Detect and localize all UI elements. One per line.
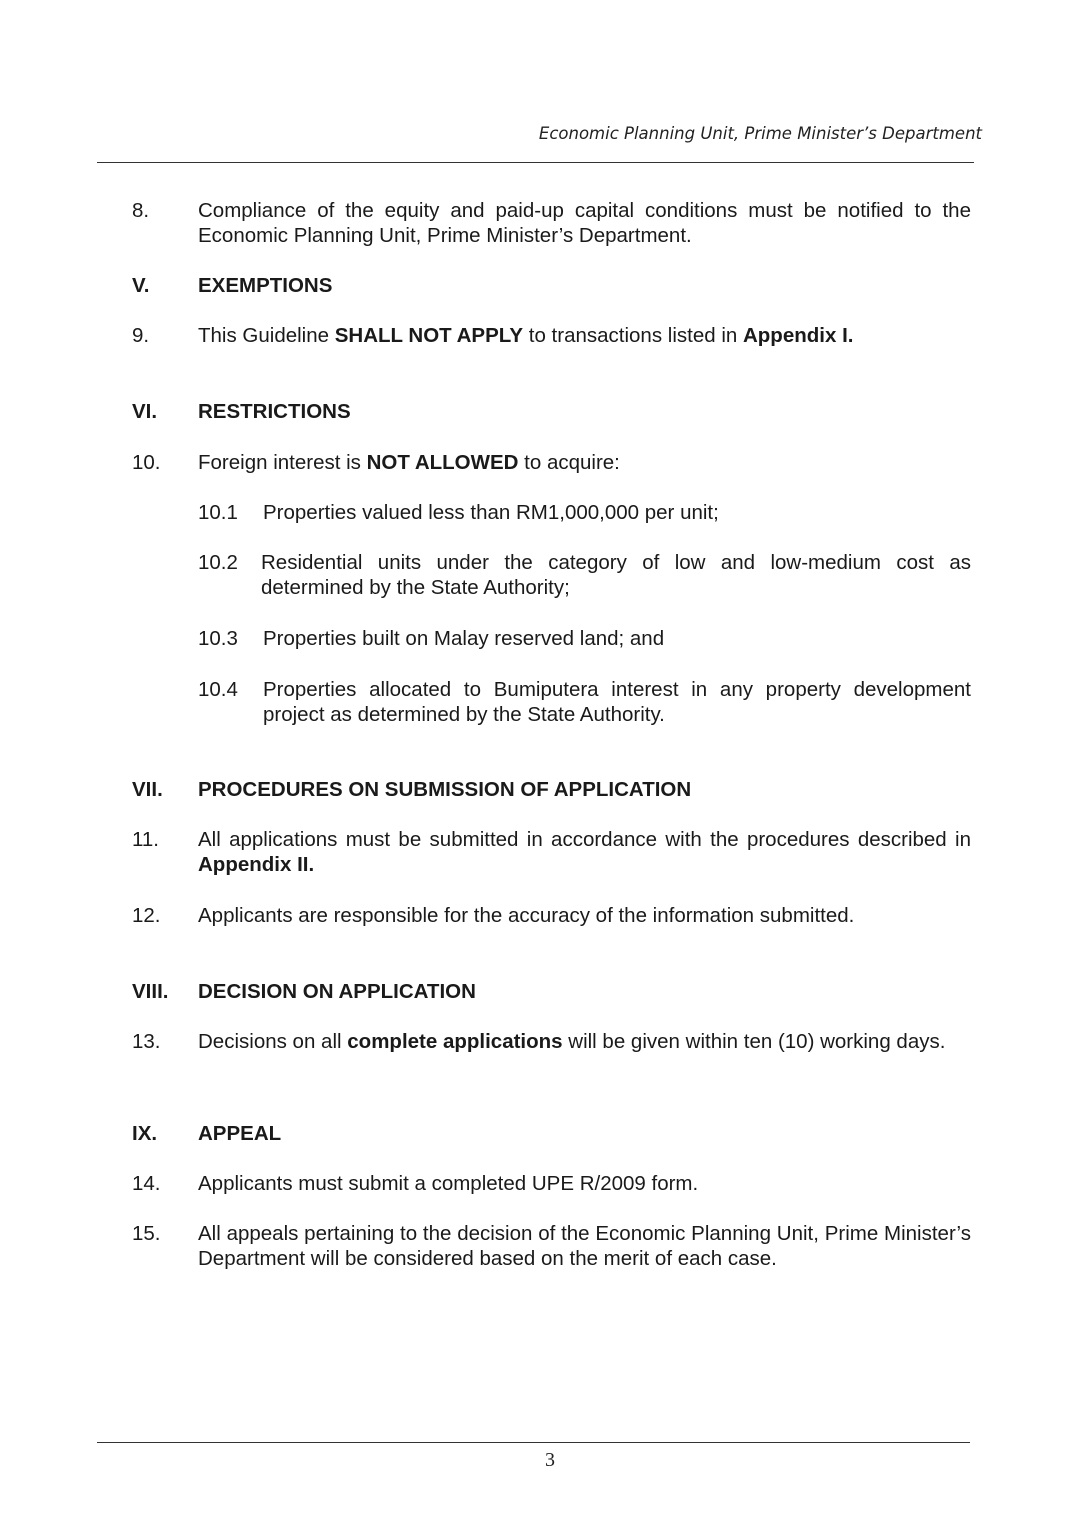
paragraph-text: Decisions on all complete applications will be given within ten (10) working days. — [198, 1030, 946, 1053]
paragraph-text: Foreign interest is NOT ALLOWED to acquire: — [198, 451, 620, 474]
paragraph-number: 8. — [132, 199, 150, 222]
paragraph-13 — [132, 1029, 971, 1054]
paragraph-10 — [132, 450, 971, 475]
paragraph-number: 12. — [132, 904, 161, 927]
footer-rule — [97, 1442, 970, 1443]
paragraph-14 — [132, 1171, 971, 1196]
section-heading-appeal — [132, 1121, 971, 1146]
subparagraph-text: Properties built on Malay reserved land; and — [263, 627, 665, 650]
paragraph-text: Compliance of the equity and paid-up capital conditions must be notified to the Economic Planning Unit, Prime Minister’s Department. — [198, 199, 971, 247]
subparagraph-text: Properties valued less than RM1,000,000 per unit; — [263, 501, 719, 524]
paragraph-text: Applicants are responsible for the accuracy of the information submitted. — [198, 904, 855, 927]
section-number: IX. — [132, 1122, 158, 1145]
subparagraph-number: 10.2 — [198, 551, 238, 574]
page-number: 3 — [545, 1449, 555, 1471]
subparagraph-text: Residential units under the category of low and low-medium cost as determined by the State Authority; — [261, 551, 971, 599]
subparagraph-number: 10.4 — [198, 678, 238, 701]
header-rule — [97, 162, 974, 163]
section-title: PROCEDURES ON SUBMISSION OF APPLICATION — [198, 778, 692, 801]
section-title: EXEMPTIONS — [198, 274, 333, 297]
section-number: VII. — [132, 778, 163, 801]
paragraph-text: Applicants must submit a completed UPE R/2009 form. — [198, 1172, 699, 1195]
paragraph-12 — [132, 903, 971, 928]
section-heading-decision — [132, 979, 971, 1004]
paragraph-11 — [132, 827, 971, 877]
paragraph-15 — [132, 1221, 971, 1271]
section-title: DECISION ON APPLICATION — [198, 980, 476, 1003]
section-heading-procedures — [132, 777, 971, 802]
section-title: APPEAL — [198, 1122, 282, 1145]
paragraph-number: 11. — [132, 828, 159, 851]
section-number: VI. — [132, 400, 158, 423]
paragraph-number: 13. — [132, 1030, 161, 1053]
subparagraph-10-2 — [198, 550, 971, 600]
paragraph-number: 14. — [132, 1172, 161, 1195]
paragraph-number: 9. — [132, 324, 150, 347]
subparagraph-10-1 — [198, 500, 971, 525]
page-header-text: Economic Planning Unit, Prime Minister’s Department — [538, 124, 982, 143]
subparagraph-number: 10.1 — [198, 501, 238, 524]
section-heading-exemptions — [132, 273, 971, 298]
paragraph-text: All applications must be submitted in accordance with the procedures described in Appendix II. — [198, 828, 971, 876]
paragraph-number: 15. — [132, 1222, 161, 1245]
paragraph-8 — [132, 198, 971, 248]
subparagraph-number: 10.3 — [198, 627, 238, 650]
section-number: V. — [132, 274, 150, 297]
section-number: VIII. — [132, 980, 169, 1003]
section-heading-restrictions — [132, 399, 971, 424]
paragraph-text: All appeals pertaining to the decision of the Economic Planning Unit, Prime Minister’s Department will be considered based on the merit of each case. — [198, 1222, 971, 1270]
paragraph-text: This Guideline SHALL NOT APPLY to transactions listed in Appendix I. — [198, 324, 854, 347]
subparagraph-10-3 — [198, 626, 971, 651]
section-title: RESTRICTIONS — [198, 400, 351, 423]
paragraph-9 — [132, 323, 971, 348]
subparagraph-text: Properties allocated to Bumiputera interest in any property development project as determined by the State Authority. — [263, 678, 971, 726]
paragraph-number: 10. — [132, 451, 161, 474]
subparagraph-10-4 — [198, 677, 971, 727]
